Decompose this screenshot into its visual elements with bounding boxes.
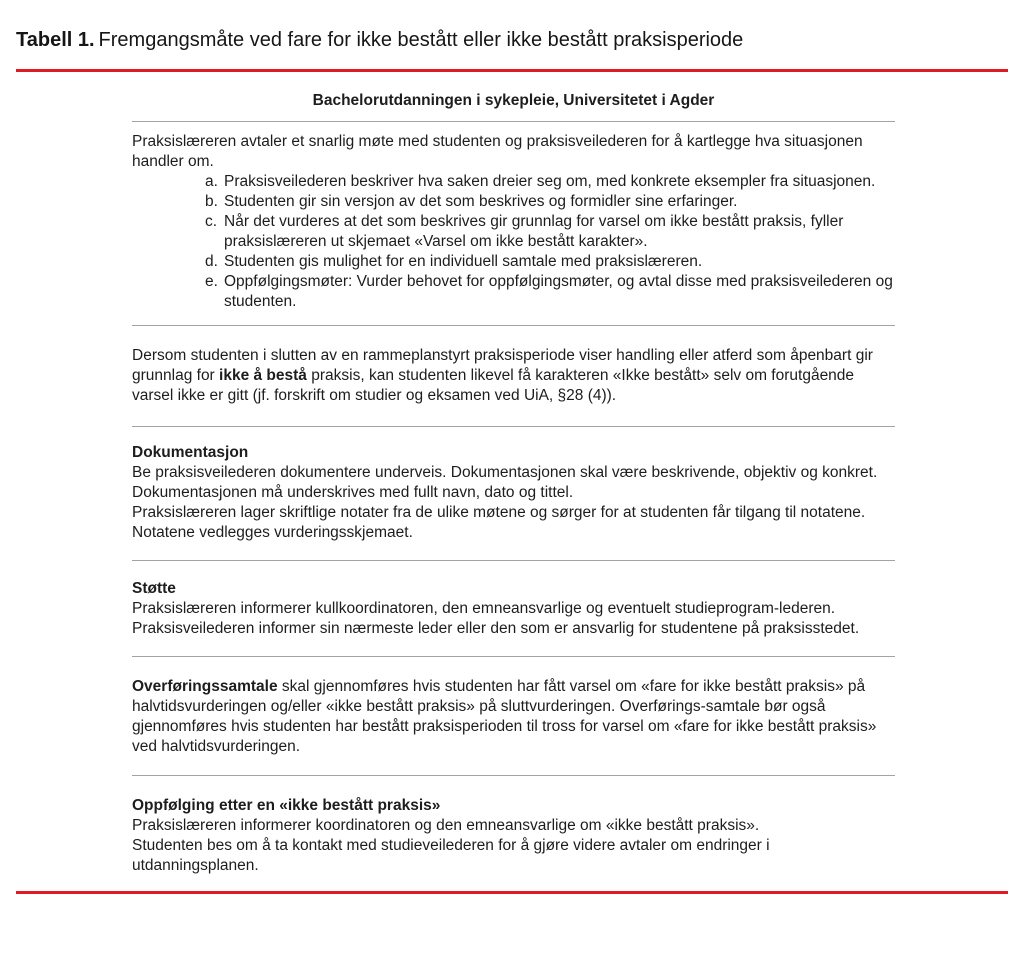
list-item-d xyxy=(205,252,895,272)
list-marker: d. xyxy=(205,253,218,270)
table-row-support xyxy=(132,561,895,657)
list-item-e xyxy=(205,272,895,312)
row2-paragraph xyxy=(132,346,895,406)
section-heading-stotte: Støtte xyxy=(132,580,176,597)
procedure-table xyxy=(132,72,895,891)
row6-paragraph-2: Studenten bes om å ta kontakt med studieveilederen for å gjøre videre avtaler om endringer i utdanningsplanen. xyxy=(132,837,770,874)
table-header: Bachelorutdanningen i sykepleie, Universitetet i Agder xyxy=(132,72,895,122)
row4-paragraph-2: Praksisveilederen informer sin nærmeste leder eller den som er ansvarlig for studentene på praksisstedet. xyxy=(132,620,860,637)
row3-paragraph-2: Praksislæreren lager skriftlige notater fra de ulike møtene og sørger for at studenten får tilgang til notatene. Notatene vedlegges vurderingsskjemaet. xyxy=(132,504,866,541)
list-marker: c. xyxy=(205,213,218,230)
table-row-meeting xyxy=(132,122,895,326)
row4-paragraph-1: Praksislæreren informerer kullkoordinatoren, den emneansvarlige og eventuelt studieprogram-lederen. xyxy=(132,600,836,617)
row5-paragraph xyxy=(132,677,895,757)
row2-text-pre: Dersom studenten i slutten av en rammeplanstyrt praksisperiode viser handling eller atferd som åpenbart gir grunnlag for xyxy=(132,347,873,384)
list-item-text: Praksisveilederen beskriver hva saken dreier seg om, med konkrete eksempler fra situasjonen. xyxy=(224,173,876,190)
table-row-documentation xyxy=(132,427,895,561)
row5-text: skal gjennomføres hvis studenten har fått varsel om «fare for ikke bestått praksis» på halvtidsvurderingen og/eller «ikke bestått praksis» på sluttvurderingen. Overførings-samtale bør også gjennomføres hvis studenten har bestått praksisperioden til tross for varsel om «fare for ikke bestått praksis» ved halvtidsvurderingen. xyxy=(132,678,877,755)
row2-text-bold: ikke å bestå xyxy=(219,367,307,384)
list-item-b xyxy=(205,192,895,212)
row3-paragraph-1: Be praksisveilederen dokumentere underveis. Dokumentasjonen skal være beskrivende, objektiv og konkret. Dokumentasjonen må underskrives med fullt navn, dato og tittel. xyxy=(132,464,878,501)
lettered-list xyxy=(205,172,895,312)
bottom-red-rule xyxy=(16,891,1008,894)
row5-text-bold: Overføringssamtale xyxy=(132,678,278,695)
row6-paragraph-1: Praksislæreren informerer koordinatoren og den emneansvarlige om «ikke bestått praksis». xyxy=(132,817,760,834)
row1-intro: Praksislæreren avtaler et snarlig møte med studenten og praksisveilederen for å kartlegge hva situasjonen handler om. xyxy=(132,133,863,170)
table-caption-text: Fremgangsmåte ved fare for ikke bestått eller ikke bestått praksisperiode xyxy=(98,29,744,51)
list-item-text: Studenten gis mulighet for en individuell samtale med praksislæreren. xyxy=(224,253,703,270)
section-heading-oppfolging: Oppfølging etter en «ikke bestått praksis» xyxy=(132,797,441,814)
table-caption-label: Tabell 1. xyxy=(16,29,95,51)
table-row-follow-up xyxy=(132,776,895,891)
list-item-text: Når det vurderes at det som beskrives gir grunnlag for varsel om ikke bestått praksis, fyller praksislæreren ut skjemaet «Varsel om ikke bestått karakter». xyxy=(224,213,844,250)
table-row-transfer-talk xyxy=(132,657,895,776)
list-item-c xyxy=(205,212,895,252)
table-caption xyxy=(0,0,1024,52)
list-marker: a. xyxy=(205,173,218,190)
list-marker: b. xyxy=(205,193,218,210)
row2-text-post: praksis, kan studenten likevel få karakteren «Ikke bestått» selv om forutgående varsel ikke er gitt (jf. forskrift om studier og eksamen ved UiA, §28 (4)). xyxy=(132,367,855,404)
list-item-text: Oppfølgingsmøter: Vurder behovet for oppfølgingsmøter, og avtal disse med praksisveilederen og studenten. xyxy=(224,273,893,310)
section-heading-dokumentasjon: Dokumentasjon xyxy=(132,444,249,461)
list-item-a xyxy=(205,172,895,192)
list-marker: e. xyxy=(205,273,218,290)
table-row-no-warning xyxy=(132,326,895,427)
list-item-text: Studenten gir sin versjon av det som beskrives og formidler sine erfaringer. xyxy=(224,193,738,210)
